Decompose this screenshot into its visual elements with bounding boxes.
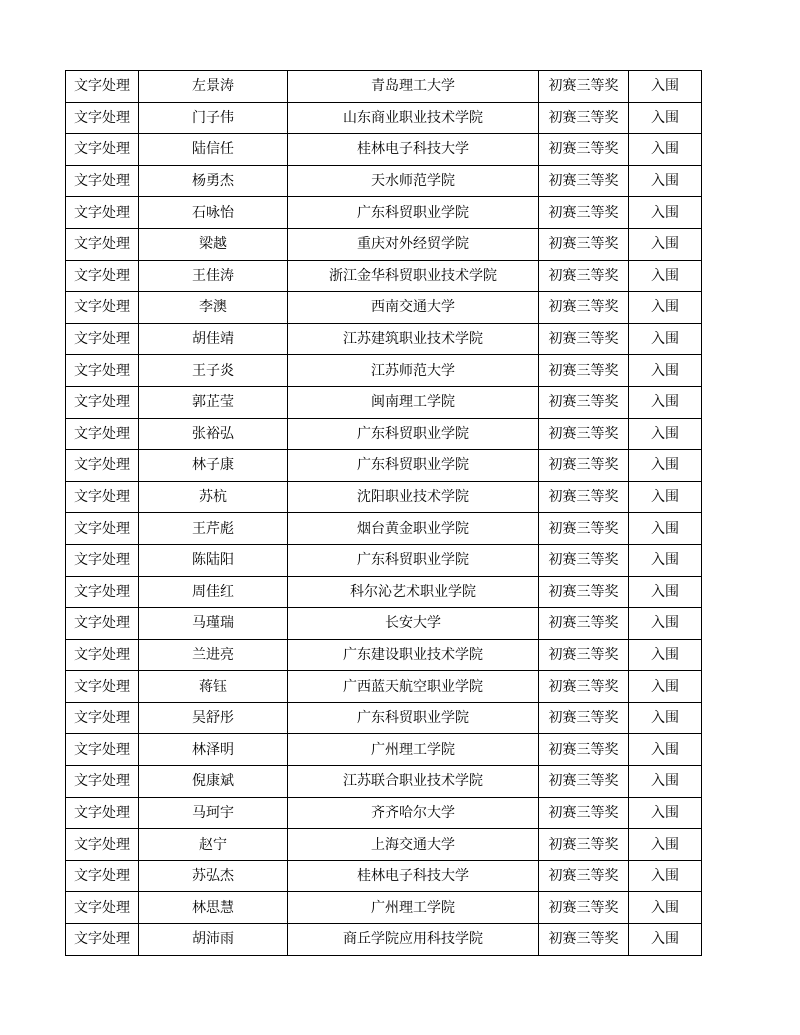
- table-row: [66, 892, 702, 924]
- status-cell: 入围: [629, 71, 702, 103]
- table-row: [66, 671, 702, 703]
- category-cell: 文字处理: [66, 892, 139, 924]
- school-cell: 齐齐哈尔大学: [288, 797, 539, 829]
- award-cell: 初赛三等奖: [539, 513, 629, 545]
- award-cell: 初赛三等奖: [539, 71, 629, 103]
- award-cell: 初赛三等奖: [539, 292, 629, 324]
- award-cell: 初赛三等奖: [539, 450, 629, 482]
- school-cell: 广西蓝天航空职业学院: [288, 671, 539, 703]
- school-cell: 青岛理工大学: [288, 71, 539, 103]
- name-cell: 苏杭: [139, 481, 288, 513]
- table-row: [66, 450, 702, 482]
- school-cell: 广州理工学院: [288, 892, 539, 924]
- table-row: [66, 513, 702, 545]
- name-cell: 杨勇杰: [139, 165, 288, 197]
- school-cell: 广东科贸职业学院: [288, 544, 539, 576]
- school-cell: 沈阳职业技术学院: [288, 481, 539, 513]
- name-cell: 陈陆阳: [139, 544, 288, 576]
- table-row: [66, 576, 702, 608]
- award-cell: 初赛三等奖: [539, 608, 629, 640]
- name-cell: 兰进亮: [139, 639, 288, 671]
- category-cell: 文字处理: [66, 386, 139, 418]
- name-cell: 周佳红: [139, 576, 288, 608]
- category-cell: 文字处理: [66, 481, 139, 513]
- award-cell: 初赛三等奖: [539, 134, 629, 166]
- school-cell: 浙江金华科贸职业技术学院: [288, 260, 539, 292]
- status-cell: 入围: [629, 323, 702, 355]
- category-cell: 文字处理: [66, 924, 139, 956]
- status-cell: 入围: [629, 450, 702, 482]
- name-cell: 马珂宇: [139, 797, 288, 829]
- name-cell: 林思慧: [139, 892, 288, 924]
- table-row: [66, 702, 702, 734]
- results-table-body: [66, 71, 702, 956]
- award-cell: 初赛三等奖: [539, 323, 629, 355]
- award-cell: 初赛三等奖: [539, 639, 629, 671]
- award-cell: 初赛三等奖: [539, 481, 629, 513]
- status-cell: 入围: [629, 134, 702, 166]
- status-cell: 入围: [629, 355, 702, 387]
- school-cell: 桂林电子科技大学: [288, 134, 539, 166]
- table-row: [66, 608, 702, 640]
- school-cell: 山东商业职业技术学院: [288, 102, 539, 134]
- status-cell: 入围: [629, 797, 702, 829]
- award-cell: 初赛三等奖: [539, 860, 629, 892]
- table-row: [66, 860, 702, 892]
- award-cell: 初赛三等奖: [539, 418, 629, 450]
- name-cell: 左景涛: [139, 71, 288, 103]
- table-row: [66, 766, 702, 798]
- school-cell: 江苏联合职业技术学院: [288, 766, 539, 798]
- name-cell: 李澳: [139, 292, 288, 324]
- award-cell: 初赛三等奖: [539, 228, 629, 260]
- name-cell: 王佳涛: [139, 260, 288, 292]
- category-cell: 文字处理: [66, 355, 139, 387]
- table-row: [66, 134, 702, 166]
- school-cell: 广州理工学院: [288, 734, 539, 766]
- category-cell: 文字处理: [66, 292, 139, 324]
- table-row: [66, 734, 702, 766]
- category-cell: 文字处理: [66, 576, 139, 608]
- status-cell: 入围: [629, 639, 702, 671]
- category-cell: 文字处理: [66, 134, 139, 166]
- category-cell: 文字处理: [66, 102, 139, 134]
- table-row: [66, 355, 702, 387]
- table-row: [66, 481, 702, 513]
- table-row: [66, 639, 702, 671]
- category-cell: 文字处理: [66, 197, 139, 229]
- award-cell: 初赛三等奖: [539, 102, 629, 134]
- name-cell: 郭芷莹: [139, 386, 288, 418]
- school-cell: 桂林电子科技大学: [288, 860, 539, 892]
- name-cell: 马瑾瑞: [139, 608, 288, 640]
- name-cell: 林子康: [139, 450, 288, 482]
- name-cell: 林泽明: [139, 734, 288, 766]
- name-cell: 张裕弘: [139, 418, 288, 450]
- table-row: [66, 165, 702, 197]
- table-row: [66, 71, 702, 103]
- school-cell: 重庆对外经贸学院: [288, 228, 539, 260]
- category-cell: 文字处理: [66, 71, 139, 103]
- table-row: [66, 197, 702, 229]
- award-cell: 初赛三等奖: [539, 734, 629, 766]
- school-cell: 天水师范学院: [288, 165, 539, 197]
- category-cell: 文字处理: [66, 450, 139, 482]
- school-cell: 广东建设职业技术学院: [288, 639, 539, 671]
- school-cell: 广东科贸职业学院: [288, 418, 539, 450]
- award-cell: 初赛三等奖: [539, 892, 629, 924]
- name-cell: 梁越: [139, 228, 288, 260]
- category-cell: 文字处理: [66, 608, 139, 640]
- status-cell: 入围: [629, 702, 702, 734]
- status-cell: 入围: [629, 165, 702, 197]
- award-cell: 初赛三等奖: [539, 197, 629, 229]
- status-cell: 入围: [629, 228, 702, 260]
- name-cell: 苏弘杰: [139, 860, 288, 892]
- category-cell: 文字处理: [66, 797, 139, 829]
- table-row: [66, 228, 702, 260]
- school-cell: 商丘学院应用科技学院: [288, 924, 539, 956]
- name-cell: 胡沛雨: [139, 924, 288, 956]
- category-cell: 文字处理: [66, 829, 139, 861]
- status-cell: 入围: [629, 197, 702, 229]
- award-cell: 初赛三等奖: [539, 829, 629, 861]
- award-cell: 初赛三等奖: [539, 576, 629, 608]
- award-cell: 初赛三等奖: [539, 544, 629, 576]
- school-cell: 上海交通大学: [288, 829, 539, 861]
- school-cell: 广东科贸职业学院: [288, 702, 539, 734]
- table-row: [66, 418, 702, 450]
- status-cell: 入围: [629, 513, 702, 545]
- name-cell: 胡佳靖: [139, 323, 288, 355]
- status-cell: 入围: [629, 576, 702, 608]
- table-row: [66, 386, 702, 418]
- category-cell: 文字处理: [66, 165, 139, 197]
- award-cell: 初赛三等奖: [539, 671, 629, 703]
- table-row: [66, 323, 702, 355]
- award-cell: 初赛三等奖: [539, 797, 629, 829]
- category-cell: 文字处理: [66, 323, 139, 355]
- award-cell: 初赛三等奖: [539, 766, 629, 798]
- school-cell: 广东科贸职业学院: [288, 450, 539, 482]
- status-cell: 入围: [629, 829, 702, 861]
- status-cell: 入围: [629, 608, 702, 640]
- category-cell: 文字处理: [66, 260, 139, 292]
- award-cell: 初赛三等奖: [539, 165, 629, 197]
- category-cell: 文字处理: [66, 702, 139, 734]
- status-cell: 入围: [629, 671, 702, 703]
- name-cell: 陆信任: [139, 134, 288, 166]
- category-cell: 文字处理: [66, 513, 139, 545]
- status-cell: 入围: [629, 292, 702, 324]
- school-cell: 烟台黄金职业学院: [288, 513, 539, 545]
- category-cell: 文字处理: [66, 418, 139, 450]
- status-cell: 入围: [629, 924, 702, 956]
- award-cell: 初赛三等奖: [539, 386, 629, 418]
- status-cell: 入围: [629, 544, 702, 576]
- category-cell: 文字处理: [66, 860, 139, 892]
- name-cell: 王芹彪: [139, 513, 288, 545]
- status-cell: 入围: [629, 418, 702, 450]
- results-table: [65, 70, 702, 956]
- category-cell: 文字处理: [66, 734, 139, 766]
- name-cell: 倪康斌: [139, 766, 288, 798]
- award-cell: 初赛三等奖: [539, 355, 629, 387]
- status-cell: 入围: [629, 892, 702, 924]
- status-cell: 入围: [629, 860, 702, 892]
- status-cell: 入围: [629, 102, 702, 134]
- name-cell: 蒋钰: [139, 671, 288, 703]
- name-cell: 王子炎: [139, 355, 288, 387]
- name-cell: 赵宁: [139, 829, 288, 861]
- status-cell: 入围: [629, 481, 702, 513]
- category-cell: 文字处理: [66, 671, 139, 703]
- award-cell: 初赛三等奖: [539, 924, 629, 956]
- category-cell: 文字处理: [66, 544, 139, 576]
- status-cell: 入围: [629, 734, 702, 766]
- status-cell: 入围: [629, 766, 702, 798]
- category-cell: 文字处理: [66, 228, 139, 260]
- status-cell: 入围: [629, 386, 702, 418]
- table-row: [66, 829, 702, 861]
- table-row: [66, 544, 702, 576]
- award-cell: 初赛三等奖: [539, 702, 629, 734]
- table-row: [66, 260, 702, 292]
- school-cell: 江苏师范大学: [288, 355, 539, 387]
- table-row: [66, 292, 702, 324]
- category-cell: 文字处理: [66, 766, 139, 798]
- school-cell: 科尔沁艺术职业学院: [288, 576, 539, 608]
- category-cell: 文字处理: [66, 639, 139, 671]
- name-cell: 石咏怡: [139, 197, 288, 229]
- name-cell: 门子伟: [139, 102, 288, 134]
- award-cell: 初赛三等奖: [539, 260, 629, 292]
- school-cell: 长安大学: [288, 608, 539, 640]
- school-cell: 江苏建筑职业技术学院: [288, 323, 539, 355]
- table-row: [66, 102, 702, 134]
- school-cell: 西南交通大学: [288, 292, 539, 324]
- status-cell: 入围: [629, 260, 702, 292]
- table-row: [66, 797, 702, 829]
- school-cell: 闽南理工学院: [288, 386, 539, 418]
- school-cell: 广东科贸职业学院: [288, 197, 539, 229]
- table-row: [66, 924, 702, 956]
- name-cell: 吴舒彤: [139, 702, 288, 734]
